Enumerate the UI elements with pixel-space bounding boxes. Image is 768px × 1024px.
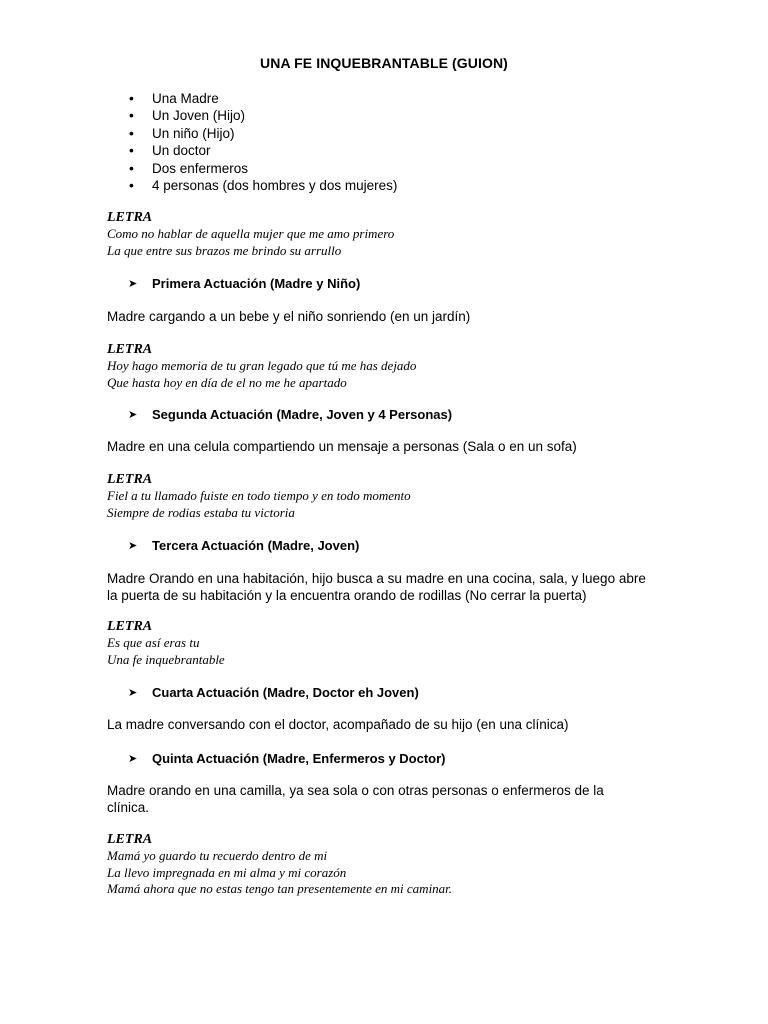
act-heading-4 — [128, 685, 419, 700]
letra-heading: LETRA — [107, 619, 153, 634]
act-label: Quinta Actuación (Madre, Enfermeros y Doctor) — [152, 751, 446, 766]
document-title: UNA FE INQUEBRANTABLE (GUION) — [260, 55, 508, 71]
cast-item: • Un doctor — [126, 142, 397, 159]
act-heading-5 — [128, 751, 446, 766]
letra-block-3 — [107, 471, 667, 521]
act-label: Primera Actuación (Madre y Niño) — [152, 276, 361, 291]
lyric-line: Siempre de rodias estaba tu victoria — [107, 504, 295, 520]
act-label: Segunda Actuación (Madre, Joven y 4 Personas) — [152, 407, 453, 422]
act-description-2: Madre en una celula compartiendo un mensaje a personas (Sala o en un sofa) — [107, 439, 577, 454]
letra-block-2 — [107, 341, 667, 391]
letra-block-5 — [107, 831, 667, 898]
cast-item: • Un niño (Hijo) — [126, 125, 397, 142]
act-heading-2 — [128, 407, 452, 422]
act-description-3 — [107, 571, 667, 604]
lyric-line: Hoy hago memoria de tu gran legado que tú me has dejado — [107, 358, 417, 373]
lyric-line: Mamá ahora que no estas tengo tan presentemente en mi caminar. — [107, 881, 453, 896]
act-heading-1 — [128, 276, 360, 291]
lyric-line: Que hasta hoy en día de el no me he apartado — [107, 374, 347, 390]
arrow-bullet-icon: ➤ — [128, 753, 138, 765]
cast-list — [126, 90, 397, 194]
letra-heading: LETRA — [107, 832, 153, 847]
description-line: Madre Orando en una habitación, hijo busca a su madre en una cocina, sala, y luego abre — [107, 571, 646, 586]
lyric-line: Fiel a tu llamado fuiste en todo tiempo y en todo momento — [107, 488, 411, 503]
description-line: la puerta de su habitación y la encuentra orando de rodillas (No cerrar la puerta) — [107, 587, 587, 603]
act-heading-3 — [128, 538, 359, 553]
letra-heading: LETRA — [107, 342, 153, 357]
letra-block-4 — [107, 618, 667, 668]
act-description-5 — [107, 783, 667, 816]
lyric-line: La que entre sus brazos me brindo su arrullo — [107, 242, 342, 258]
act-label: Tercera Actuación (Madre, Joven) — [152, 538, 360, 553]
description-line: clínica. — [107, 799, 150, 815]
cast-item: • Una Madre — [126, 90, 397, 107]
cast-item: • Un Joven (Hijo) — [126, 107, 397, 124]
arrow-bullet-icon: ➤ — [128, 687, 138, 699]
letra-heading: LETRA — [107, 210, 153, 225]
description-line: Madre orando en una camilla, ya sea sola o con otras personas o enfermeros de la — [107, 783, 604, 798]
act-description-4: La madre conversando con el doctor, acompañado de su hijo (en una clínica) — [107, 717, 569, 732]
letra-heading: LETRA — [107, 472, 153, 487]
lyric-line: Es que así eras tu — [107, 635, 200, 650]
cast-item: • Dos enfermeros — [126, 160, 397, 177]
lyric-line: Como no hablar de aquella mujer que me amo primero — [107, 226, 395, 241]
lyric-line: Una fe inquebrantable — [107, 651, 225, 667]
lyric-line: Mamá yo guardo tu recuerdo dentro de mi — [107, 848, 328, 863]
letra-block-1 — [107, 209, 667, 259]
act-label: Cuarta Actuación (Madre, Doctor eh Joven) — [152, 685, 419, 700]
act-description-1: Madre cargando a un bebe y el niño sonriendo (en un jardín) — [107, 309, 471, 324]
arrow-bullet-icon: ➤ — [128, 540, 138, 552]
cast-item: • 4 personas (dos hombres y dos mujeres) — [126, 177, 397, 194]
lyric-line: La llevo impregnada en mi alma y mi corazón — [107, 864, 347, 880]
arrow-bullet-icon: ➤ — [128, 409, 138, 421]
arrow-bullet-icon: ➤ — [128, 278, 138, 290]
